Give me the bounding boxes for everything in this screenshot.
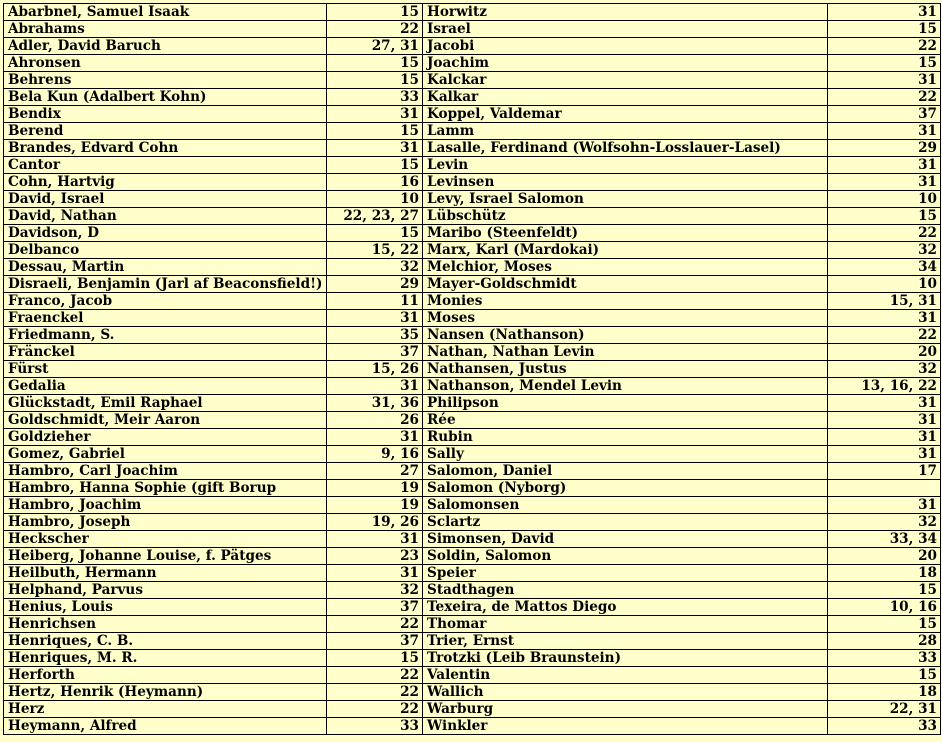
table-row <box>4 157 941 174</box>
right-pages-cell: 31 <box>828 429 941 446</box>
table-row <box>4 72 941 89</box>
right-pages-cell: 32 <box>828 514 941 531</box>
table-row <box>4 259 941 276</box>
right-pages-cell: 28 <box>828 633 941 650</box>
table-row <box>4 242 941 259</box>
left-pages-cell: 33 <box>327 89 423 106</box>
left-pages-cell: 22 <box>327 616 423 633</box>
left-name-cell: Cantor <box>4 157 327 174</box>
table-row <box>4 565 941 582</box>
left-name-cell: Henius, Louis <box>4 599 327 616</box>
table-row <box>4 361 941 378</box>
table-row <box>4 701 941 718</box>
table-row <box>4 140 941 157</box>
table-row <box>4 633 941 650</box>
left-name-cell: David, Nathan <box>4 208 327 225</box>
left-pages-cell: 23 <box>327 548 423 565</box>
table-row <box>4 106 941 123</box>
table-row <box>4 4 941 21</box>
right-name-cell: Valentin <box>423 667 828 684</box>
right-name-cell: Sally <box>423 446 828 463</box>
right-pages-cell: 32 <box>828 242 941 259</box>
table-row <box>4 480 941 497</box>
left-pages-cell: 31 <box>327 310 423 327</box>
table-row <box>4 599 941 616</box>
left-pages-cell: 22 <box>327 667 423 684</box>
right-pages-cell: 15 <box>828 55 941 72</box>
right-name-cell: Koppel, Valdemar <box>423 106 828 123</box>
table-row <box>4 718 941 735</box>
left-name-cell: Hambro, Joseph <box>4 514 327 531</box>
left-pages-cell: 11 <box>327 293 423 310</box>
left-pages-cell: 15 <box>327 650 423 667</box>
right-name-cell: Marx, Karl (Mardokai) <box>423 242 828 259</box>
left-name-cell: Heiberg, Johanne Louise, f. Pätges <box>4 548 327 565</box>
right-pages-cell: 15 <box>828 208 941 225</box>
right-pages-cell: 20 <box>828 548 941 565</box>
right-name-cell: Jacobi <box>423 38 828 55</box>
right-name-cell: Nathan, Nathan Levin <box>423 344 828 361</box>
right-name-cell: Maribo (Steenfeldt) <box>423 225 828 242</box>
left-name-cell: Behrens <box>4 72 327 89</box>
left-pages-cell: 15, 22 <box>327 242 423 259</box>
right-pages-cell: 31 <box>828 446 941 463</box>
left-name-cell: Cohn, Hartvig <box>4 174 327 191</box>
right-name-cell: Sclartz <box>423 514 828 531</box>
left-name-cell: Berend <box>4 123 327 140</box>
right-name-cell: Kalckar <box>423 72 828 89</box>
name-index-body <box>4 4 941 735</box>
right-name-cell: Monies <box>423 293 828 310</box>
right-pages-cell: 18 <box>828 565 941 582</box>
table-row <box>4 276 941 293</box>
left-name-cell: Bendix <box>4 106 327 123</box>
left-pages-cell: 31 <box>327 378 423 395</box>
right-pages-cell: 22 <box>828 89 941 106</box>
left-pages-cell: 16 <box>327 174 423 191</box>
right-pages-cell: 15 <box>828 21 941 38</box>
right-name-cell: Levinsen <box>423 174 828 191</box>
left-name-cell: Brandes, Edvard Cohn <box>4 140 327 157</box>
left-pages-cell: 31 <box>327 429 423 446</box>
right-pages-cell: 22 <box>828 38 941 55</box>
left-name-cell: David, Israel <box>4 191 327 208</box>
table-row <box>4 497 941 514</box>
right-pages-cell: 22 <box>828 327 941 344</box>
left-name-cell: Adler, David Baruch <box>4 38 327 55</box>
table-row <box>4 514 941 531</box>
right-pages-cell: 17 <box>828 463 941 480</box>
right-name-cell: Salomonsen <box>423 497 828 514</box>
table-row <box>4 344 941 361</box>
left-name-cell: Disraeli, Benjamin (Jarl af Beaconsfield!) <box>4 276 327 293</box>
left-pages-cell: 19, 26 <box>327 514 423 531</box>
right-name-cell: Levin <box>423 157 828 174</box>
left-name-cell: Hertz, Henrik (Heymann) <box>4 684 327 701</box>
table-row <box>4 548 941 565</box>
right-pages-cell: 15 <box>828 582 941 599</box>
table-row <box>4 446 941 463</box>
right-name-cell: Rée <box>423 412 828 429</box>
left-pages-cell: 15 <box>327 123 423 140</box>
table-row <box>4 667 941 684</box>
left-name-cell: Herforth <box>4 667 327 684</box>
left-pages-cell: 22 <box>327 21 423 38</box>
right-name-cell: Wallich <box>423 684 828 701</box>
left-pages-cell: 26 <box>327 412 423 429</box>
right-name-cell: Lasalle, Ferdinand (Wolfsohn-Losslauer-Lasel) <box>423 140 828 157</box>
left-name-cell: Gedalia <box>4 378 327 395</box>
table-row <box>4 55 941 72</box>
left-pages-cell: 10 <box>327 191 423 208</box>
right-pages-cell: 18 <box>828 684 941 701</box>
left-pages-cell: 31 <box>327 565 423 582</box>
right-name-cell: Trotzki (Leib Braunstein) <box>423 650 828 667</box>
right-pages-cell: 33 <box>828 650 941 667</box>
right-name-cell: Kalkar <box>423 89 828 106</box>
left-pages-cell: 33 <box>327 718 423 735</box>
table-row <box>4 395 941 412</box>
left-pages-cell: 19 <box>327 480 423 497</box>
left-name-cell: Bela Kun (Adalbert Kohn) <box>4 89 327 106</box>
left-pages-cell: 37 <box>327 599 423 616</box>
left-pages-cell: 22, 23, 27 <box>327 208 423 225</box>
right-name-cell: Nathansen, Justus <box>423 361 828 378</box>
right-name-cell: Warburg <box>423 701 828 718</box>
left-name-cell: Helphand, Parvus <box>4 582 327 599</box>
table-row <box>4 89 941 106</box>
name-index-table <box>3 3 941 735</box>
right-pages-cell: 31 <box>828 174 941 191</box>
right-pages-cell: 31 <box>828 497 941 514</box>
right-pages-cell: 22 <box>828 225 941 242</box>
table-row <box>4 650 941 667</box>
right-pages-cell: 13, 16, 22 <box>828 378 941 395</box>
right-pages-cell: 15 <box>828 616 941 633</box>
left-pages-cell: 31 <box>327 140 423 157</box>
table-row <box>4 208 941 225</box>
right-pages-cell: 31 <box>828 157 941 174</box>
right-pages-cell: 33 <box>828 718 941 735</box>
left-name-cell: Delbanco <box>4 242 327 259</box>
right-name-cell: Winkler <box>423 718 828 735</box>
left-name-cell: Heymann, Alfred <box>4 718 327 735</box>
left-name-cell: Friedmann, S. <box>4 327 327 344</box>
left-pages-cell: 22 <box>327 701 423 718</box>
right-pages-cell: 33, 34 <box>828 531 941 548</box>
right-pages-cell: 34 <box>828 259 941 276</box>
right-name-cell: Salomon, Daniel <box>423 463 828 480</box>
left-name-cell: Fraenckel <box>4 310 327 327</box>
left-name-cell: Glückstadt, Emil Raphael <box>4 395 327 412</box>
right-name-cell: Simonsen, David <box>423 531 828 548</box>
right-name-cell: Rubin <box>423 429 828 446</box>
left-name-cell: Henrichsen <box>4 616 327 633</box>
right-pages-cell: 31 <box>828 123 941 140</box>
left-pages-cell: 15 <box>327 4 423 21</box>
left-name-cell: Hambro, Hanna Sophie (gift Borup <box>4 480 327 497</box>
right-name-cell: Nathanson, Mendel Levin <box>423 378 828 395</box>
left-pages-cell: 29 <box>327 276 423 293</box>
left-name-cell: Fränckel <box>4 344 327 361</box>
right-name-cell: Salomon (Nyborg) <box>423 480 828 497</box>
table-row <box>4 429 941 446</box>
left-pages-cell: 15 <box>327 225 423 242</box>
left-name-cell: Hambro, Carl Joachim <box>4 463 327 480</box>
left-pages-cell: 22 <box>327 684 423 701</box>
right-name-cell: Lübschütz <box>423 208 828 225</box>
right-name-cell: Israel <box>423 21 828 38</box>
left-pages-cell: 15 <box>327 55 423 72</box>
left-name-cell: Heilbuth, Hermann <box>4 565 327 582</box>
table-row <box>4 616 941 633</box>
table-row <box>4 412 941 429</box>
left-name-cell: Heckscher <box>4 531 327 548</box>
left-pages-cell: 19 <box>327 497 423 514</box>
right-pages-cell: 15 <box>828 667 941 684</box>
left-name-cell: Goldzieher <box>4 429 327 446</box>
left-name-cell: Ahronsen <box>4 55 327 72</box>
left-pages-cell: 35 <box>327 327 423 344</box>
left-pages-cell: 15 <box>327 72 423 89</box>
right-pages-cell: 15, 31 <box>828 293 941 310</box>
left-name-cell: Abarbnel, Samuel Isaak <box>4 4 327 21</box>
table-row <box>4 38 941 55</box>
right-name-cell: Joachim <box>423 55 828 72</box>
right-name-cell: Melchior, Moses <box>423 259 828 276</box>
table-row <box>4 531 941 548</box>
right-name-cell: Speier <box>423 565 828 582</box>
left-name-cell: Henriques, M. R. <box>4 650 327 667</box>
right-pages-cell: 29 <box>828 140 941 157</box>
left-pages-cell: 32 <box>327 259 423 276</box>
right-pages-cell: 31 <box>828 412 941 429</box>
left-pages-cell: 37 <box>327 633 423 650</box>
left-pages-cell: 37 <box>327 344 423 361</box>
right-name-cell: Mayer-Goldschmidt <box>423 276 828 293</box>
left-name-cell: Gomez, Gabriel <box>4 446 327 463</box>
table-row <box>4 293 941 310</box>
table-row <box>4 378 941 395</box>
right-pages-cell <box>828 480 941 497</box>
left-pages-cell: 27 <box>327 463 423 480</box>
right-name-cell: Levy, Israel Salomon <box>423 191 828 208</box>
left-name-cell: Herz <box>4 701 327 718</box>
table-row <box>4 684 941 701</box>
right-name-cell: Thomar <box>423 616 828 633</box>
right-pages-cell: 31 <box>828 310 941 327</box>
left-pages-cell: 31 <box>327 531 423 548</box>
right-name-cell: Horwitz <box>423 4 828 21</box>
table-row <box>4 191 941 208</box>
left-pages-cell: 31 <box>327 106 423 123</box>
left-name-cell: Dessau, Martin <box>4 259 327 276</box>
right-pages-cell: 31 <box>828 72 941 89</box>
table-row <box>4 174 941 191</box>
right-name-cell: Moses <box>423 310 828 327</box>
right-pages-cell: 32 <box>828 361 941 378</box>
table-row <box>4 310 941 327</box>
right-name-cell: Stadthagen <box>423 582 828 599</box>
right-pages-cell: 22, 31 <box>828 701 941 718</box>
right-pages-cell: 37 <box>828 106 941 123</box>
right-name-cell: Soldin, Salomon <box>423 548 828 565</box>
table-row <box>4 21 941 38</box>
left-name-cell: Henriques, C. B. <box>4 633 327 650</box>
right-name-cell: Trier, Ernst <box>423 633 828 650</box>
right-pages-cell: 10 <box>828 276 941 293</box>
right-name-cell: Nansen (Nathanson) <box>423 327 828 344</box>
right-pages-cell: 20 <box>828 344 941 361</box>
left-pages-cell: 9, 16 <box>327 446 423 463</box>
left-name-cell: Abrahams <box>4 21 327 38</box>
left-pages-cell: 15, 26 <box>327 361 423 378</box>
right-pages-cell: 31 <box>828 4 941 21</box>
right-pages-cell: 31 <box>828 395 941 412</box>
table-row <box>4 327 941 344</box>
left-name-cell: Hambro, Joachim <box>4 497 327 514</box>
right-name-cell: Lamm <box>423 123 828 140</box>
left-name-cell: Goldschmidt, Meir Aaron <box>4 412 327 429</box>
left-name-cell: Davidson, D <box>4 225 327 242</box>
table-row <box>4 225 941 242</box>
right-name-cell: Texeira, de Mattos Diego <box>423 599 828 616</box>
table-row <box>4 123 941 140</box>
right-pages-cell: 10, 16 <box>828 599 941 616</box>
left-pages-cell: 32 <box>327 582 423 599</box>
table-row <box>4 582 941 599</box>
table-row <box>4 463 941 480</box>
left-name-cell: Fürst <box>4 361 327 378</box>
left-pages-cell: 31, 36 <box>327 395 423 412</box>
left-name-cell: Franco, Jacob <box>4 293 327 310</box>
right-name-cell: Philipson <box>423 395 828 412</box>
left-pages-cell: 15 <box>327 157 423 174</box>
left-pages-cell: 27, 31 <box>327 38 423 55</box>
right-pages-cell: 10 <box>828 191 941 208</box>
